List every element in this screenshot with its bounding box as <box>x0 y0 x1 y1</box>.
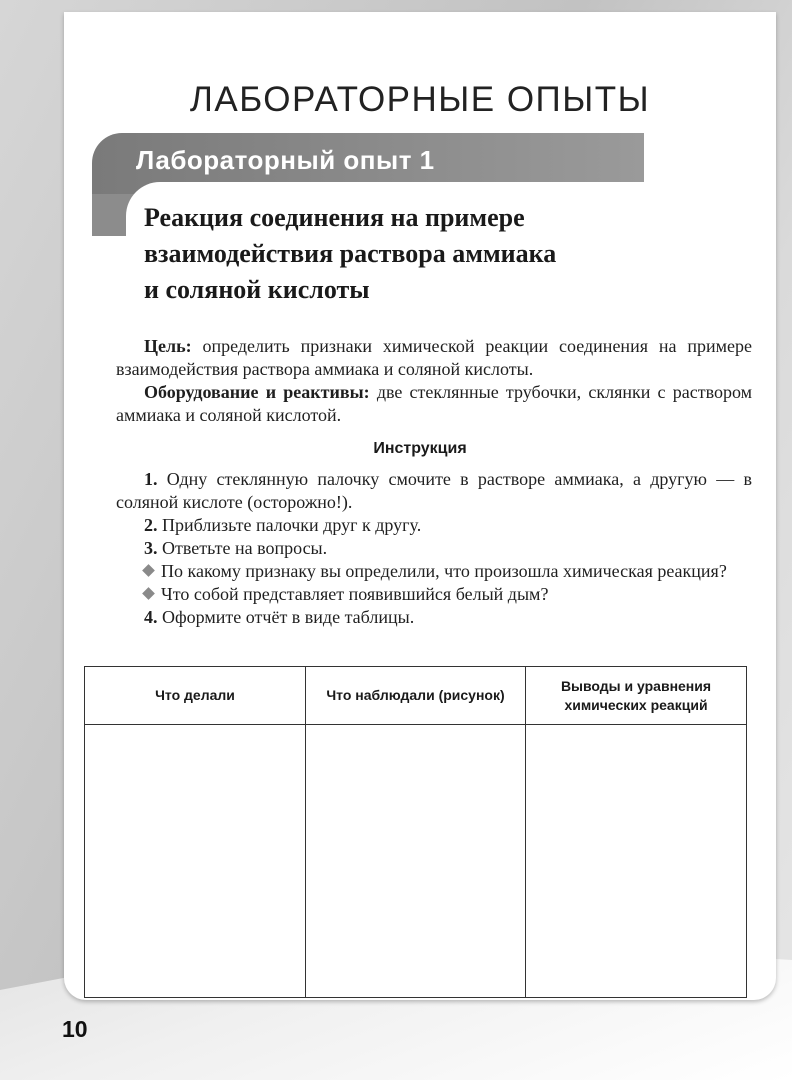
experiment-title-line: взаимодействия раствора аммиака <box>144 239 557 268</box>
step-number: 3. <box>144 538 158 558</box>
report-table <box>84 666 747 998</box>
actions-cell[interactable] <box>85 725 306 998</box>
goal-text: определить признаки химической реакции соединения на примере взаимодействия раствора аммиака и соляной кислоты. <box>116 336 752 379</box>
experiment-title-line: Реакция соединения на примере <box>144 203 525 232</box>
diamond-bullet-icon <box>142 564 155 577</box>
experiment-title <box>144 200 724 308</box>
question-text: По какому признаку вы определили, что произошла химическая реакция? <box>161 561 727 581</box>
instruction-heading: Инструкция <box>373 440 467 457</box>
table-row <box>85 725 747 998</box>
question-text: Что собой представляет появившийся белый дым? <box>161 584 549 604</box>
step-item <box>116 606 752 629</box>
section-title: ЛАБОРАТОРНЫЕ ОПЫТЫ <box>189 80 651 119</box>
step-number: 1. <box>144 469 158 489</box>
column-header-conclusions: Выводы и уравнения химических реакций <box>526 667 747 725</box>
step-item <box>116 514 752 537</box>
equipment-paragraph <box>116 381 752 427</box>
step-text: Оформите отчёт в виде таблицы. <box>157 607 415 627</box>
question-item <box>116 560 752 583</box>
step-item <box>116 468 752 514</box>
report-table-wrapper <box>84 666 746 998</box>
table-header-row <box>85 667 747 725</box>
goal-paragraph <box>116 335 752 381</box>
diamond-bullet-icon <box>142 587 155 600</box>
workbook-page <box>64 12 776 1000</box>
page-number: 10 <box>62 1016 88 1042</box>
experiment-label: Лабораторный опыт 1 <box>136 145 435 175</box>
experiment-title-line: и соляной кислоты <box>144 275 370 304</box>
question-item <box>116 583 752 606</box>
observations-cell[interactable] <box>306 725 526 998</box>
conclusions-cell[interactable] <box>526 725 747 998</box>
goal-label: Цель: <box>144 336 192 356</box>
step-item <box>116 537 752 560</box>
equipment-text: две стеклянные трубочки, склянки с раствором аммиака и соляной кислотой. <box>116 382 752 425</box>
step-number: 4. <box>144 607 158 627</box>
equipment-label: Оборудование и реактивы: <box>144 382 370 402</box>
step-text: Ответьте на вопросы. <box>157 538 328 558</box>
step-text: Одну стеклянную палочку смочите в растворе аммиака, а другую — в соляной кислоте (осторожно!). <box>116 469 752 512</box>
instruction-steps <box>116 468 752 629</box>
column-header-observations: Что наблюдали (рисунок) <box>306 667 526 725</box>
column-header-actions: Что делали <box>85 667 306 725</box>
step-text: Приблизьте палочки друг к другу. <box>157 515 422 535</box>
step-number: 2. <box>144 515 158 535</box>
